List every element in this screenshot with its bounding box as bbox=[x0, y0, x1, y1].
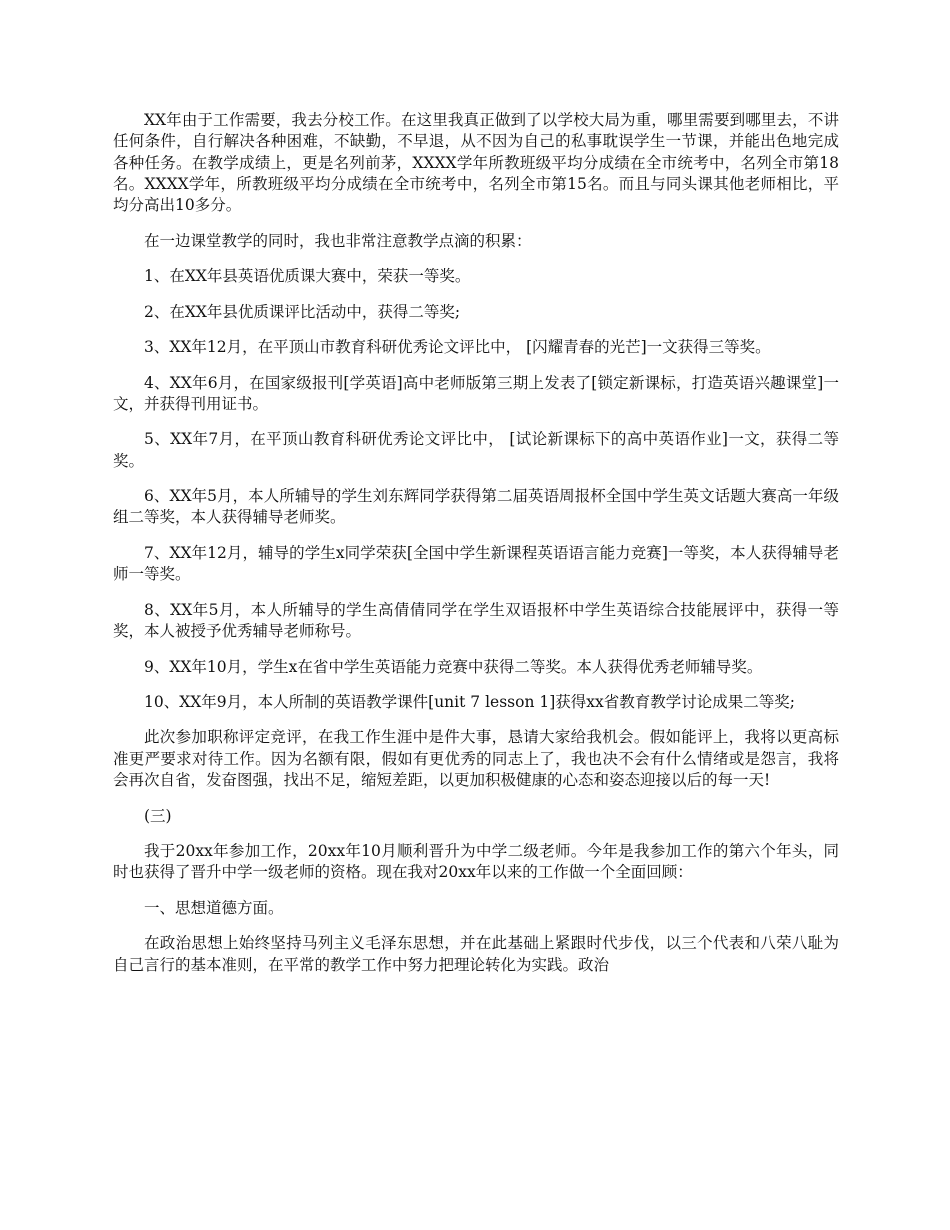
document-body bbox=[113, 110, 839, 990]
list-item-award-3: 3、XX年12月，在平顶山市教育科研优秀论文评比中， [闪耀青春的光芒]一文获得三等奖。 bbox=[144, 338, 771, 357]
section-heading-ideology-morality: 一、思想道德方面。 bbox=[144, 898, 284, 917]
list-item-award-2: 2、在XX年县优质课评比活动中，获得二等奖; bbox=[144, 302, 461, 321]
section-marker-three: (三) bbox=[144, 806, 172, 825]
list-item-award-6: 6、XX年5月，本人所辅导的学生刘东辉同学获得第二届英语周报杯全国中学生英文话题大赛高一年级组二等奖，本人获得辅导老师奖。 bbox=[113, 487, 839, 527]
list-item-award-1: 1、在XX年县英语优质课大赛中，荣获一等奖。 bbox=[144, 267, 471, 286]
paragraph-political-thought: 在政治思想上始终坚持马列主义毛泽东思想，并在此基础上紧跟时代步伐，以三个代表和八荣八耻为自己言行的基本准则，在平常的教学工作中努力把理论转化为实践。政治 bbox=[113, 934, 839, 974]
list-item-award-7: 7、XX年12月，辅导的学生x同学荣获[全国中学生新课程英语语言能力竞赛]一等奖，本人获得辅导老师一等奖。 bbox=[113, 543, 839, 584]
paragraph-title-evaluation-request: 此次参加职称评定竞评，在我工作生涯中是件大事，恳请大家给我机会。假如能评上，我将以更高标准更严要求对待工作。因为名额有限，假如有更优秀的同志上了，我也决不会有什么情绪或是怨言，我将会再次自省，发奋图强，找出不足，缩短差距，以更加积极健康的心态和姿态迎接以后的每一天! bbox=[113, 728, 839, 790]
list-item-award-9: 9、XX年10月，学生x在省中学生英语能力竞赛中获得二等奖。本人获得优秀老师辅导奖。 bbox=[144, 657, 763, 676]
paragraph-teaching-accumulation-intro: 在一边课堂教学的同时，我也非常注意教学点滴的积累： bbox=[144, 231, 532, 250]
paragraph-work-review-intro: 我于20xx年参加工作，20xx年10月顺利晋升为中学二级老师。今年是我参加工作的第六个年头，同时也获得了晋升中学一级老师的资格。现在我对20xx年以来的工作做一个全面回顾： bbox=[113, 842, 839, 882]
paragraph-work-at-branch-school: XX年由于工作需要，我去分校工作。在这里我真正做到了以学校大局为重，哪里需要到哪里去，不讲任何条件，自行解决各种困难，不缺勤，不早退，从不因为自己的私事耽误学生一节课，并能出色地完成各种任务。在教学成绩上，更是名列前茅，XXXX学年所教班级平均分成绩在全市统考中，名列全市第18名。XXXX学年，所教班级平均分成绩在全市统考中，名列全市第15名。而且与同头课其他老师相比，平均分高出10多分。 bbox=[113, 111, 839, 215]
list-item-award-4: 4、XX年6月，在国家级报刊[学英语]高中老师版第三期上发表了[锁定新课标，打造英语兴趣课堂]一文，并获得刊用证书。 bbox=[113, 373, 839, 413]
list-item-award-8: 8、XX年5月，本人所辅导的学生高倩倩同学在学生双语报杯中学生英语综合技能展评中，获得一等奖，本人被授予优秀辅导老师称号。 bbox=[113, 600, 839, 641]
list-item-award-10: 10、XX年9月，本人所制的英语教学课件[unit 7 lesson 1]获得xx省教育教学讨论成果二等奖; bbox=[144, 693, 795, 711]
list-item-award-5: 5、XX年7月，在平顶山教育科研优秀论文评比中， [试论新课标下的高中英语作业]一文，获得二等奖。 bbox=[113, 430, 839, 470]
